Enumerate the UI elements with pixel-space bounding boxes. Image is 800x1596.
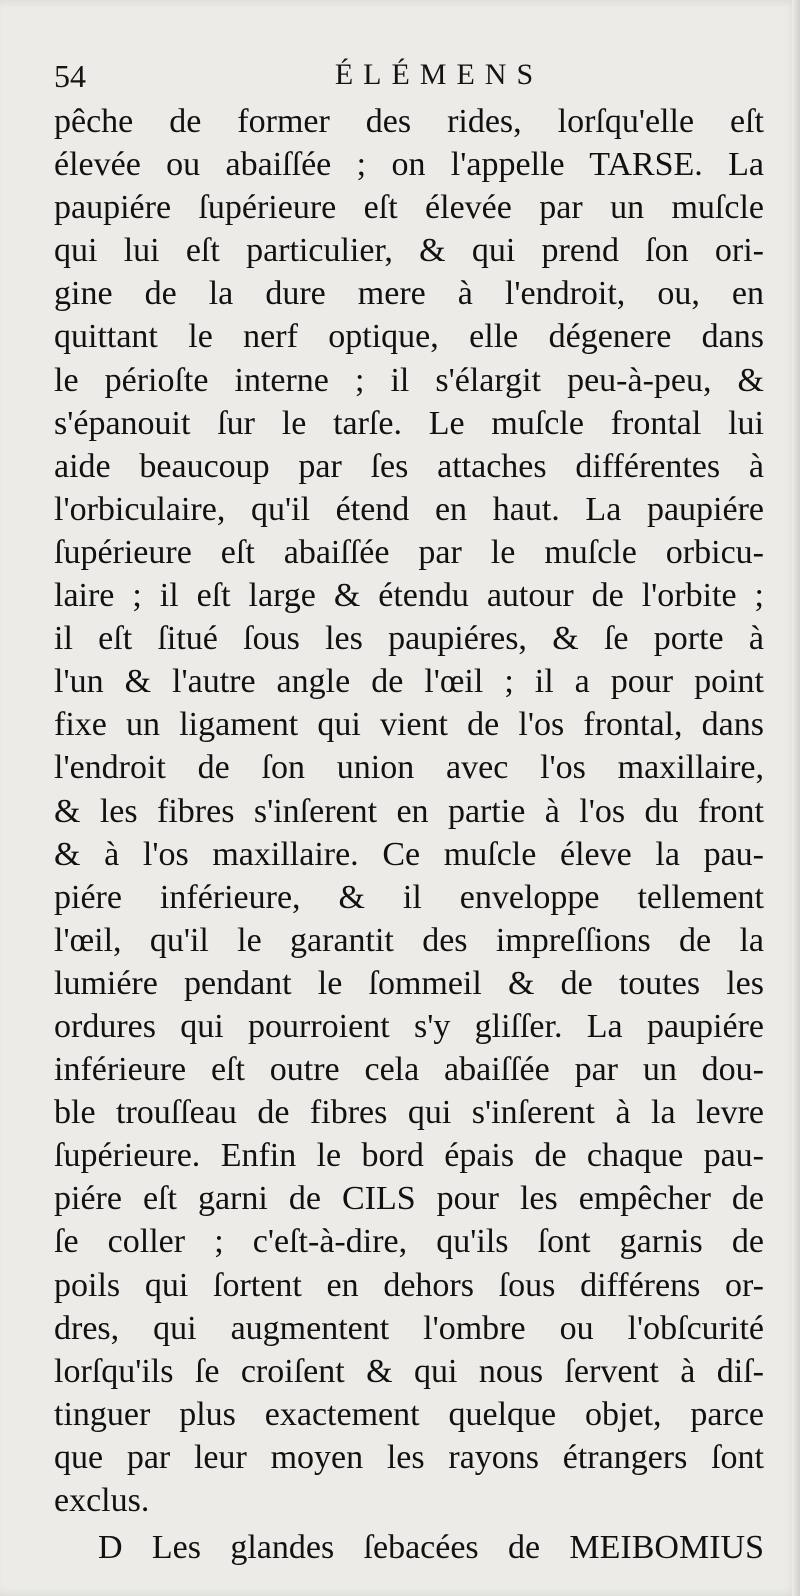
- text-line: lumiére pendant le ſommeil & de toutes les: [54, 964, 764, 1002]
- text-line: & les fibres s'inſerent en partie à l'os du front: [54, 792, 764, 830]
- page-gutter-shadow: [792, 0, 800, 1596]
- text-line: le périoſte interne ; il s'élargit peu-à-peu, &: [54, 361, 764, 399]
- text-line: que par leur moyen les rayons étrangers ſont: [54, 1438, 764, 1476]
- text-line: poils qui ſortent en dehors ſous différens or-: [54, 1266, 764, 1304]
- text-line: il eſt ſitué ſous les paupiéres, & ſe porte à: [54, 620, 764, 658]
- text-line: inférieure eſt outre cela abaiſſée par un dou-: [54, 1051, 764, 1089]
- text-line: exclus.: [54, 1482, 150, 1519]
- text-line: ble trouſſeau de fibres qui s'inſerent à la levre: [54, 1094, 764, 1132]
- text-line: piére eſt garni de CILS pour les empêcher de: [54, 1180, 764, 1218]
- page-number: 54: [54, 58, 86, 94]
- text-line: aide beaucoup par ſes attaches différentes à: [54, 447, 764, 485]
- text-line: s'épanouit ſur le tarſe. Le muſcle frontal lui: [54, 404, 764, 442]
- running-title: ÉLÉMENS: [334, 58, 544, 91]
- text-line: qui lui eſt particulier, & qui prend ſon ori-: [54, 232, 764, 270]
- text-line: l'orbiculaire, qu'il étend en haut. La paupiére: [54, 490, 764, 528]
- text-line: laire ; il eſt large & étendu autour de l'orbite ;: [54, 577, 764, 615]
- text-line: gine de la dure mere à l'endroit, ou, en: [54, 275, 764, 313]
- text-line: l'œil, qu'il le garantit des impreſſions de la: [54, 921, 764, 959]
- page-header: [54, 58, 754, 100]
- text-line: dres, qui augmentent l'ombre ou l'obſcurité: [54, 1309, 764, 1347]
- text-line: paupiére ſupérieure eſt élevée par un muſcle: [54, 189, 764, 227]
- body-text: [54, 100, 764, 1569]
- text-line: l'endroit de ſon union avec l'os maxillaire,: [54, 749, 764, 787]
- text-line: ſupérieure eſt abaiſſée par le muſcle orbicu-: [54, 533, 764, 571]
- text-line: & à l'os maxillaire. Ce muſcle éleve la pau-: [54, 835, 764, 873]
- text-line: élevée ou abaiſſée ; on l'appelle TARSE. La: [54, 146, 764, 184]
- text-line: pêche de former des rides, lorſqu'elle eſt: [54, 103, 764, 140]
- text-line: l'un & l'autre angle de l'œil ; il a pour point: [54, 663, 764, 701]
- footnote-line: D Les glandes ſebacées de MEIBOMIUS: [98, 1529, 764, 1567]
- text-line: piére inférieure, & il enveloppe tellement: [54, 878, 764, 916]
- text-line: ſe coller ; c'eſt-à-dire, qu'ils ſont garnis de: [54, 1223, 764, 1261]
- text-line: ſupérieure. Enfin le bord épais de chaque pau-: [54, 1137, 764, 1175]
- text-line: quittant le nerf optique, elle dégenere dans: [54, 318, 764, 356]
- text-line: fixe un ligament qui vient de l'os frontal, dans: [54, 706, 764, 744]
- text-line: ordures qui pourroient s'y gliſſer. La paupiére: [54, 1007, 764, 1045]
- text-line: lorſqu'ils ſe croiſent & qui nous ſervent à diſ-: [54, 1352, 764, 1390]
- text-line: tinguer plus exactement quelque objet, parce: [54, 1395, 764, 1433]
